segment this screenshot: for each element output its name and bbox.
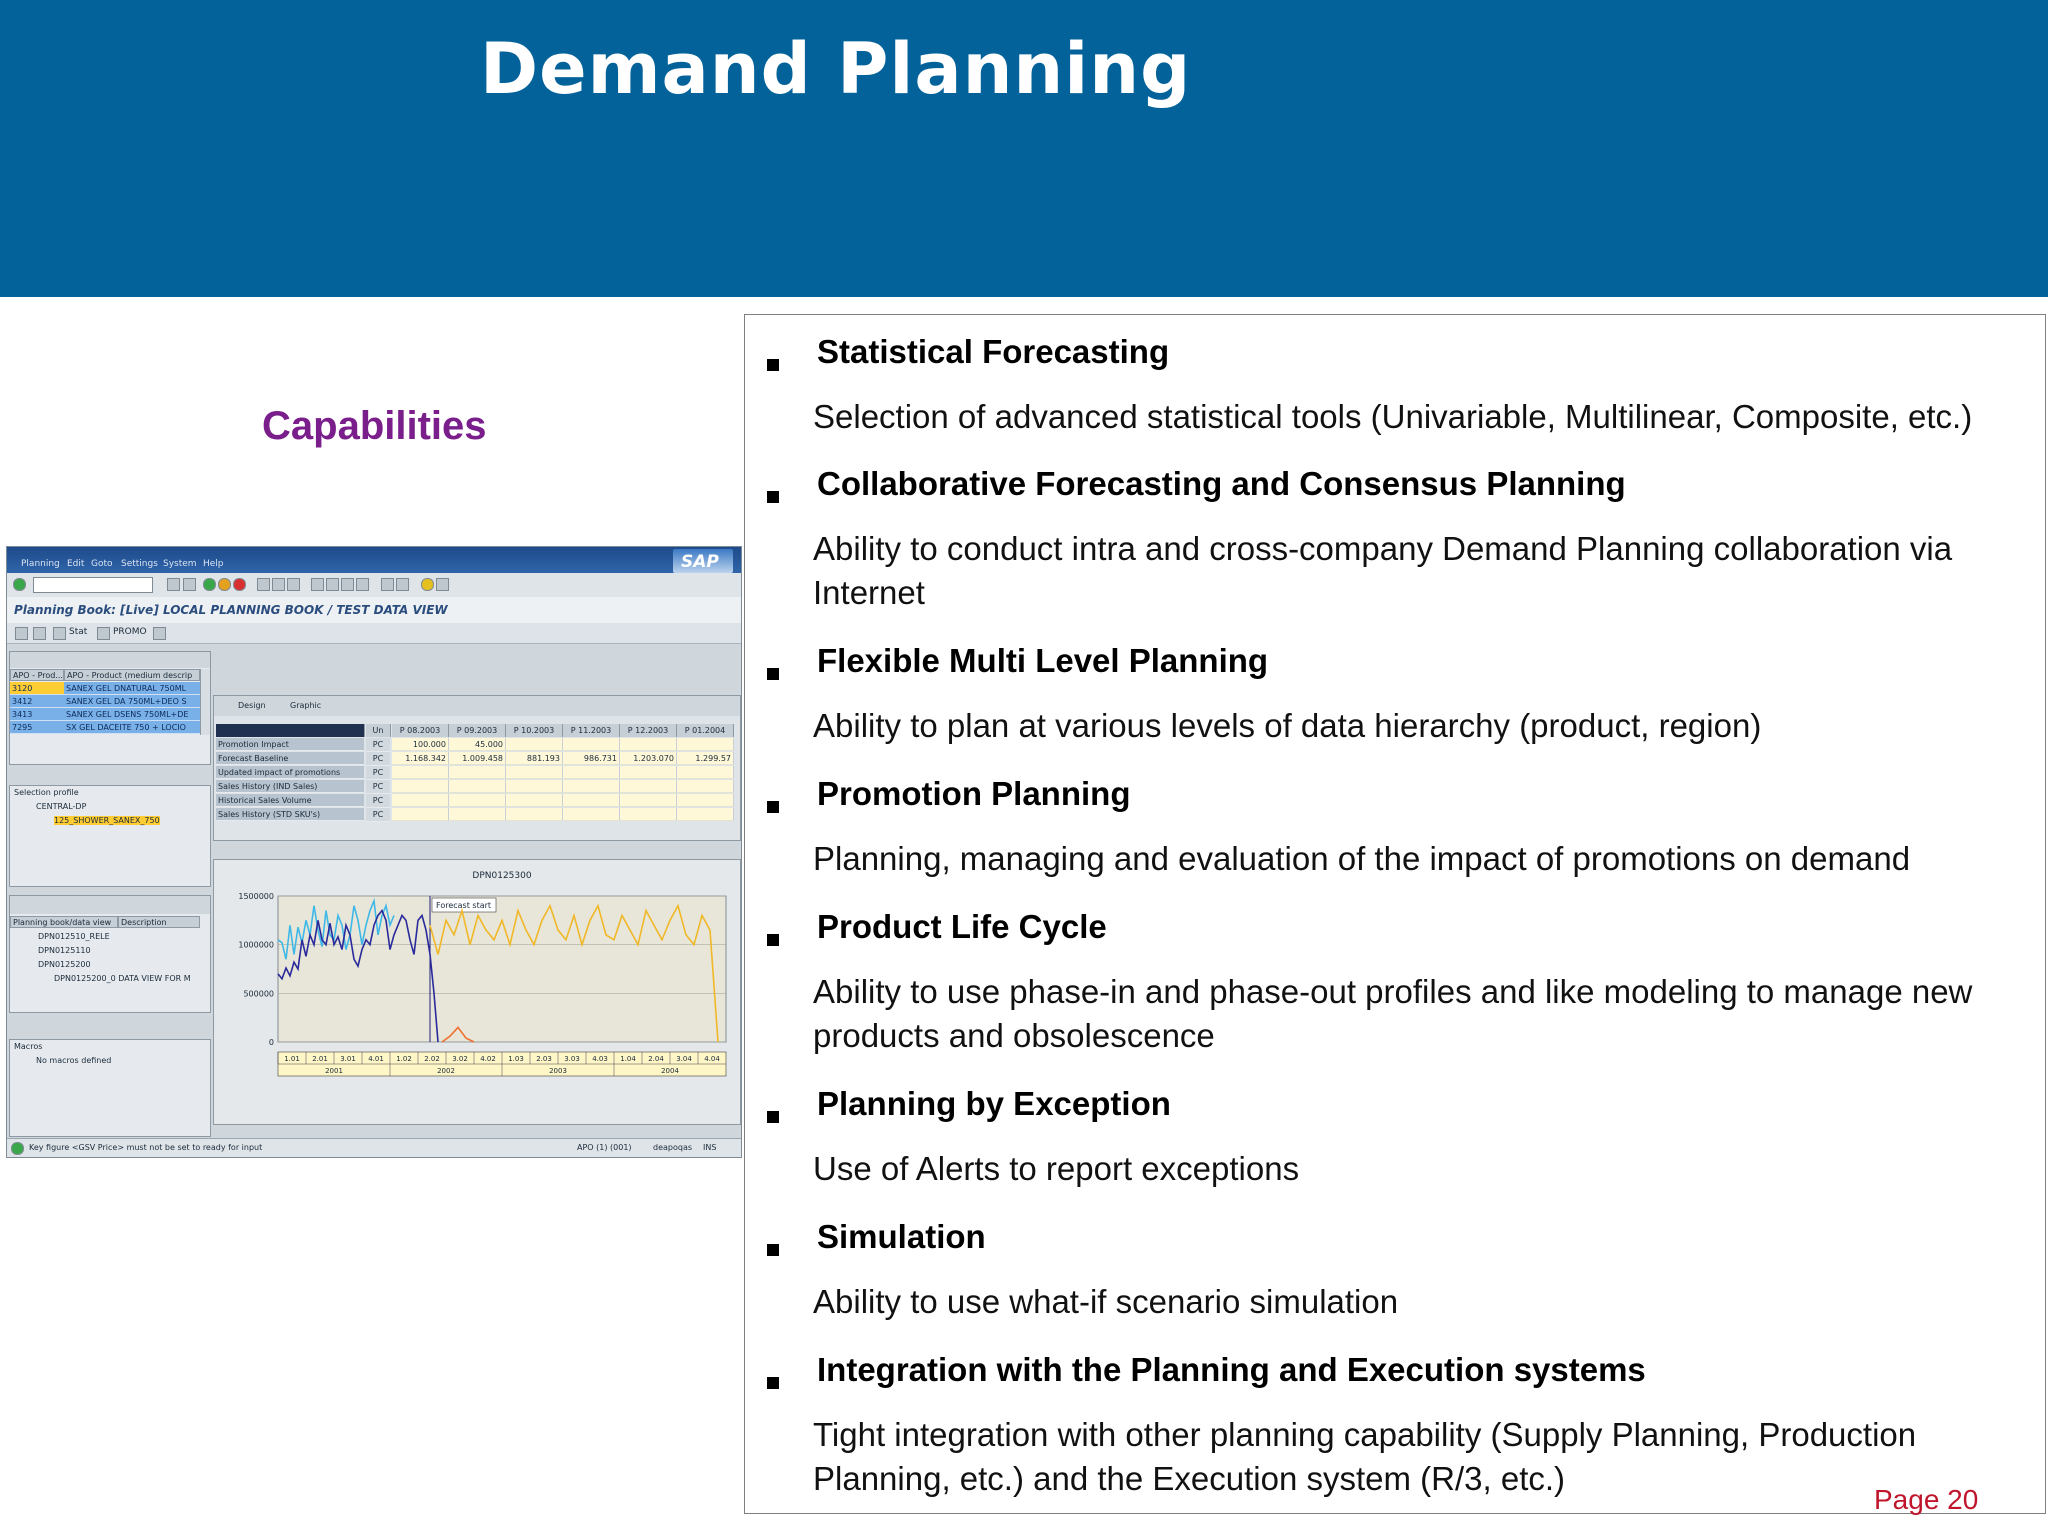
grid-cell[interactable] bbox=[392, 808, 449, 821]
grid-cell[interactable] bbox=[392, 780, 449, 793]
switch-icon[interactable] bbox=[15, 627, 28, 640]
product-list-pane bbox=[9, 651, 211, 765]
grid-cell[interactable] bbox=[449, 766, 506, 779]
new-session-icon[interactable] bbox=[381, 578, 394, 591]
grid-cell[interactable] bbox=[620, 780, 677, 793]
capability-title: Promotion Planning bbox=[817, 775, 1131, 812]
x-week-label: 3.01 bbox=[340, 1055, 356, 1063]
product-row-id[interactable]: 3120 bbox=[10, 682, 64, 695]
planning-book-header[interactable]: Planning book/data view bbox=[10, 916, 118, 928]
grid-cell[interactable] bbox=[677, 794, 734, 807]
macros-empty-text: No macros defined bbox=[36, 1056, 112, 1065]
log-off-icon[interactable] bbox=[218, 578, 231, 591]
selection-profile-pane bbox=[9, 785, 211, 887]
grid-cell[interactable] bbox=[677, 780, 734, 793]
product-desc-header[interactable]: APO - Product (medium descrip bbox=[64, 669, 200, 681]
layout-icon[interactable] bbox=[436, 578, 449, 591]
capability-description: Use of Alerts to report exceptions bbox=[813, 1150, 1300, 1187]
grid-cell[interactable]: 1.203.070 bbox=[620, 752, 677, 765]
previous-page-icon[interactable] bbox=[326, 578, 339, 591]
product-row-desc[interactable]: SANEX GEL DNATURAL 750ML bbox=[64, 682, 200, 695]
bullet-icon bbox=[767, 934, 779, 946]
grid-cell[interactable] bbox=[563, 808, 620, 821]
grid-cell[interactable] bbox=[563, 766, 620, 779]
grid-cell[interactable] bbox=[620, 794, 677, 807]
chart-title: DPN0125300 bbox=[472, 871, 532, 881]
planning-book-item[interactable]: DPN0125200 bbox=[38, 960, 91, 969]
grid-cell[interactable] bbox=[506, 738, 563, 751]
plot-area bbox=[278, 896, 726, 1042]
status-ok-icon bbox=[11, 1142, 24, 1155]
grid-cell[interactable]: 1.299.57 bbox=[677, 752, 734, 765]
promo-icon[interactable] bbox=[97, 627, 110, 640]
capability-description: Ability to use what-if scenario simulation bbox=[813, 1283, 1399, 1320]
cancel-icon[interactable] bbox=[233, 578, 246, 591]
x-week-label: 2.03 bbox=[536, 1055, 552, 1063]
enter-icon[interactable] bbox=[13, 578, 26, 591]
period-header[interactable]: P 08.2003 bbox=[392, 724, 449, 737]
grid-cell[interactable] bbox=[449, 780, 506, 793]
x-week-label: 4.01 bbox=[368, 1055, 384, 1063]
selection-profile-label: Selection profile bbox=[14, 788, 79, 797]
x-week-label: 1.04 bbox=[620, 1055, 636, 1063]
sap-menu-bar bbox=[7, 547, 741, 573]
x-week-label: 2.04 bbox=[648, 1055, 664, 1063]
grid-toolbar bbox=[214, 696, 740, 716]
print-preview-icon[interactable] bbox=[153, 627, 166, 640]
x-week-label: 1.01 bbox=[284, 1055, 300, 1063]
first-page-icon[interactable] bbox=[311, 578, 324, 591]
selection-icon[interactable] bbox=[33, 627, 46, 640]
design-button[interactable]: Design bbox=[238, 701, 266, 710]
planning-book-desc-header[interactable]: Description bbox=[118, 916, 200, 928]
key-figure-unit: PC bbox=[366, 808, 390, 822]
command-field[interactable] bbox=[33, 577, 153, 593]
bullet-icon bbox=[767, 668, 779, 680]
status-system[interactable]: APO (1) (001) bbox=[577, 1143, 632, 1152]
capability-description: Ability to plan at various levels of data hierarchy (product, region) bbox=[813, 707, 1762, 744]
grid-cell[interactable] bbox=[563, 738, 620, 751]
chart-pane bbox=[213, 859, 741, 1125]
grid-cell[interactable] bbox=[563, 794, 620, 807]
find-icon[interactable] bbox=[272, 578, 285, 591]
sap-apo-screenshot bbox=[6, 546, 742, 1158]
capability-title: Collaborative Forecasting and Consensus Planning bbox=[817, 465, 1626, 502]
promo-button-label[interactable]: PROMO bbox=[113, 627, 147, 637]
back-icon[interactable] bbox=[167, 578, 180, 591]
planning-book-item[interactable]: DPN012510_RELE bbox=[38, 932, 110, 941]
x-year-label: 2001 bbox=[325, 1067, 343, 1075]
x-week-label: 3.02 bbox=[452, 1055, 468, 1063]
capability-description: Selection of advanced statistical tools (Univariable, Multilinear, Composite, etc.) bbox=[813, 398, 1973, 435]
grid-cell[interactable] bbox=[620, 808, 677, 821]
key-figure-label[interactable]: Sales History (STD SKU's) bbox=[216, 808, 364, 821]
x-week-label: 2.02 bbox=[424, 1055, 440, 1063]
bullet-icon bbox=[767, 1111, 779, 1123]
menu-settings[interactable]: Settings bbox=[121, 559, 158, 569]
grid-cell[interactable] bbox=[392, 794, 449, 807]
page-title: Demand Planning bbox=[480, 28, 1192, 110]
bullet-icon bbox=[767, 1244, 779, 1256]
product-id-header[interactable]: APO - Prod... bbox=[10, 669, 64, 681]
capability-title: Statistical Forecasting bbox=[817, 333, 1170, 370]
help-icon[interactable] bbox=[421, 578, 434, 591]
grid-cell[interactable] bbox=[620, 766, 677, 779]
product-row-desc[interactable]: SANEX GEL DSENS 750ML+DE bbox=[64, 708, 200, 721]
key-figure-label[interactable]: Sales History (IND Sales) bbox=[216, 780, 364, 793]
unit-header: Un bbox=[366, 724, 391, 737]
capability-title: Flexible Multi Level Planning bbox=[817, 642, 1269, 679]
x-week-label: 4.04 bbox=[704, 1055, 720, 1063]
status-message: Key figure <GSV Price> must not be set to ready for input bbox=[29, 1143, 263, 1152]
capability-description: Planning, managing and evaluation of the impact of promotions on demand bbox=[813, 840, 1911, 877]
x-week-label: 4.03 bbox=[592, 1055, 608, 1063]
period-header[interactable]: P 01.2004 bbox=[677, 724, 734, 737]
period-header[interactable]: P 10.2003 bbox=[506, 724, 563, 737]
capabilities-heading: Capabilities bbox=[262, 404, 487, 448]
status-mode[interactable]: INS bbox=[703, 1143, 717, 1152]
planning-book-toolbar bbox=[10, 896, 210, 914]
capability-description: Tight integration with other planning capability (Supply Planning, Production Planning, etc.) and the Execution system (R/3, etc.) bbox=[813, 1416, 1917, 1497]
grid-cell[interactable] bbox=[677, 766, 734, 779]
graphic-button[interactable]: Graphic bbox=[290, 701, 322, 710]
x-year-label: 2002 bbox=[437, 1067, 455, 1075]
title-banner bbox=[0, 0, 2048, 297]
grid-cell[interactable] bbox=[620, 738, 677, 751]
product-row-desc[interactable]: SX GEL DACEITE 750 + LOCIO bbox=[64, 721, 200, 734]
x-week-label: 3.04 bbox=[676, 1055, 692, 1063]
stat-button-label[interactable]: Stat bbox=[69, 627, 88, 637]
print-icon[interactable] bbox=[257, 578, 270, 591]
menu-help[interactable]: Help bbox=[203, 559, 224, 569]
forecast-chart bbox=[214, 860, 740, 1124]
product-row-id[interactable]: 3413 bbox=[10, 708, 64, 721]
macros-pane bbox=[9, 1039, 211, 1137]
product-row-id[interactable]: 3412 bbox=[10, 695, 64, 708]
y-tick-label: 1500000 bbox=[238, 892, 274, 901]
grid-cell[interactable] bbox=[563, 780, 620, 793]
key-figure-unit: PC bbox=[366, 794, 390, 808]
grid-cell[interactable] bbox=[677, 808, 734, 821]
macros-label: Macros bbox=[14, 1042, 43, 1051]
grid-cell[interactable]: 881.193 bbox=[506, 752, 563, 765]
planning-book-item[interactable]: DPN0125110 bbox=[38, 946, 91, 955]
period-header[interactable]: P 12.2003 bbox=[620, 724, 677, 737]
sap-window-title: Planning Book: [Live] LOCAL PLANNING BOOK / TEST DATA VIEW bbox=[14, 603, 448, 617]
stat-icon[interactable] bbox=[53, 627, 66, 640]
menu-edit[interactable]: Edit bbox=[67, 559, 85, 569]
key-figure-unit: PC bbox=[366, 780, 390, 794]
product-list-toolbar bbox=[10, 652, 210, 668]
x-week-label: 2.01 bbox=[312, 1055, 328, 1063]
capability-title: Planning by Exception bbox=[817, 1085, 1171, 1122]
grid-cell[interactable]: 986.731 bbox=[563, 752, 620, 765]
x-week-label: 1.02 bbox=[396, 1055, 412, 1063]
grid-cell[interactable]: 45.000 bbox=[449, 738, 506, 751]
x-week-label: 4.02 bbox=[480, 1055, 496, 1063]
sap-status-bar bbox=[7, 1138, 741, 1157]
next-page-icon[interactable] bbox=[341, 578, 354, 591]
save-icon[interactable] bbox=[183, 578, 196, 591]
x-week-label: 1.03 bbox=[508, 1055, 524, 1063]
y-tick-label: 500000 bbox=[243, 989, 274, 999]
sap-title-row bbox=[7, 597, 741, 623]
bullet-icon bbox=[767, 359, 779, 371]
page-number: Page 20 bbox=[1874, 1484, 1979, 1515]
find-next-icon[interactable] bbox=[287, 578, 300, 591]
planning-book-item[interactable]: DPN0125200_0 DATA VIEW FOR M bbox=[54, 974, 191, 983]
capability-title: Product Life Cycle bbox=[817, 908, 1107, 945]
key-figure-label[interactable]: Promotion Impact bbox=[216, 738, 364, 751]
bullet-icon bbox=[767, 1377, 779, 1389]
grid-cell[interactable] bbox=[506, 780, 563, 793]
bullet-icon bbox=[767, 491, 779, 503]
capabilities-panel bbox=[744, 314, 2046, 1514]
grid-cell[interactable] bbox=[449, 808, 506, 821]
grid-cell[interactable]: 1.009.458 bbox=[449, 752, 506, 765]
exit-icon[interactable] bbox=[203, 578, 216, 591]
grid-cell[interactable] bbox=[677, 738, 734, 751]
x-year-label: 2003 bbox=[549, 1067, 567, 1075]
planning-grid-pane bbox=[213, 695, 741, 841]
product-row-id[interactable]: 7295 bbox=[10, 721, 64, 734]
capability-title: Integration with the Planning and Execution systems bbox=[817, 1351, 1646, 1388]
capability-title: Simulation bbox=[817, 1218, 986, 1255]
capability-description: Ability to conduct intra and cross-company Demand Planning collaboration via Internet bbox=[813, 530, 1953, 611]
status-server: deapoqas bbox=[653, 1143, 693, 1152]
grid-cell[interactable] bbox=[449, 794, 506, 807]
period-header[interactable]: P 09.2003 bbox=[449, 724, 506, 737]
sap-logo-text: SAP bbox=[681, 552, 719, 572]
product-row-desc[interactable]: SANEX GEL DA 750ML+DEO S bbox=[64, 695, 200, 708]
menu-goto[interactable]: Goto bbox=[91, 559, 113, 569]
key-figure-label[interactable]: Updated impact of promotions bbox=[216, 766, 364, 779]
grid-cell[interactable]: 1.168.342 bbox=[392, 752, 449, 765]
x-year-label: 2004 bbox=[661, 1067, 679, 1075]
selection-profile-item[interactable]: 125_SHOWER_SANEX_750 bbox=[54, 816, 160, 825]
last-page-icon[interactable] bbox=[356, 578, 369, 591]
bullet-icon bbox=[767, 801, 779, 813]
x-week-label: 3.03 bbox=[564, 1055, 580, 1063]
y-tick-label: 0 bbox=[268, 1038, 274, 1047]
key-figure-label[interactable]: Historical Sales Volume bbox=[216, 794, 364, 807]
capability-description: Ability to use phase-in and phase-out profiles and like modeling to manage new products and obsolescence bbox=[813, 973, 1973, 1054]
key-figure-label[interactable]: Forecast Baseline bbox=[216, 752, 364, 765]
shortcut-icon[interactable] bbox=[396, 578, 409, 591]
selection-profile-item[interactable]: CENTRAL-DP bbox=[36, 802, 87, 811]
forecast-start-label: Forecast start bbox=[436, 901, 492, 910]
sap-standard-toolbar bbox=[7, 573, 741, 598]
sap-logo bbox=[673, 549, 733, 573]
grid-cell[interactable] bbox=[506, 808, 563, 821]
key-figure-unit: PC bbox=[366, 738, 390, 752]
planning-book-pane bbox=[9, 895, 211, 1013]
key-figure-unit: PC bbox=[366, 752, 390, 766]
grid-cell[interactable] bbox=[506, 794, 563, 807]
product-list-scrollbar[interactable] bbox=[200, 669, 210, 735]
period-header[interactable]: P 11.2003 bbox=[563, 724, 620, 737]
sap-application-toolbar bbox=[7, 623, 741, 644]
grid-corner-header bbox=[216, 724, 365, 737]
grid-cell[interactable] bbox=[392, 766, 449, 779]
grid-cell[interactable] bbox=[506, 766, 563, 779]
grid-cell[interactable]: 100.000 bbox=[392, 738, 449, 751]
key-figure-unit: PC bbox=[366, 766, 390, 780]
menu-planning[interactable]: Planning bbox=[21, 559, 60, 569]
y-tick-label: 1000000 bbox=[238, 940, 274, 950]
menu-system[interactable]: System bbox=[163, 559, 197, 569]
